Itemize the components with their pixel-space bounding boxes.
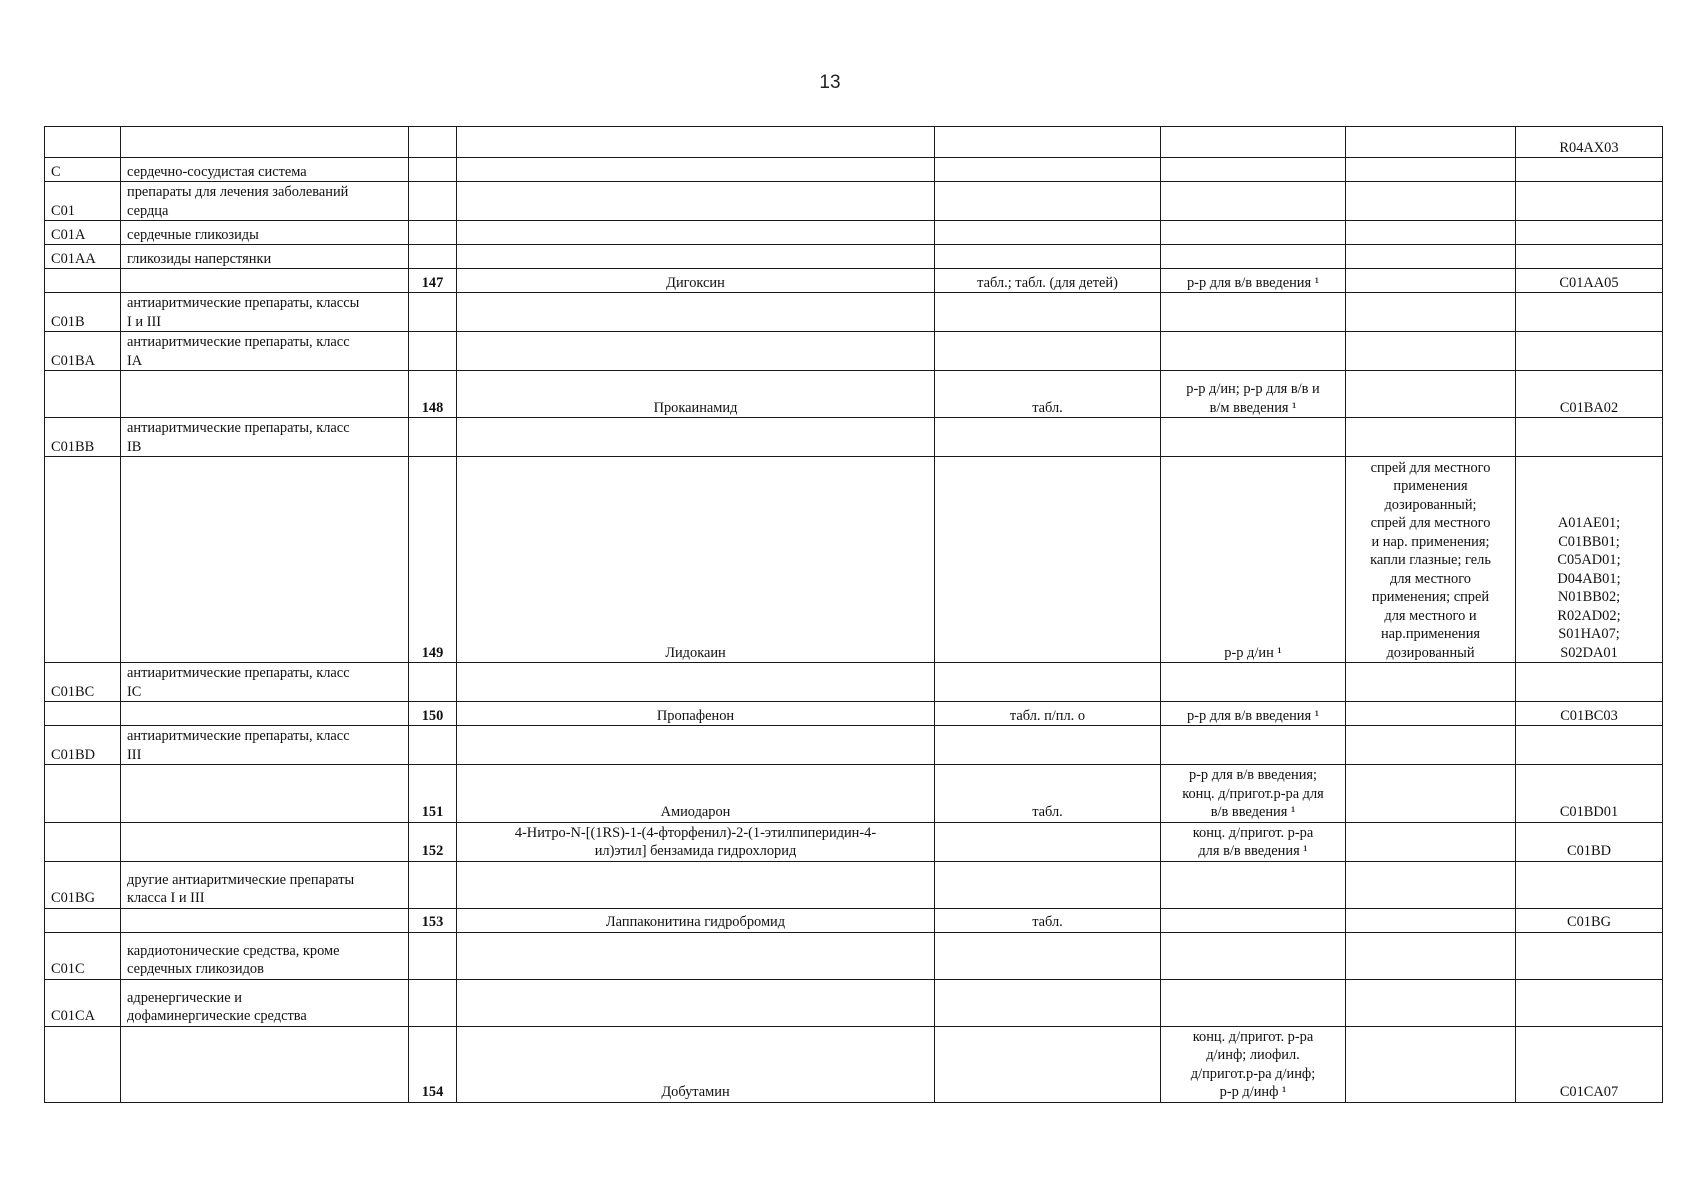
drug-name: Прокаинамид <box>457 371 935 418</box>
drug-number <box>409 293 457 332</box>
drug-number: 147 <box>409 269 457 293</box>
atc-code: C01BD <box>1516 822 1663 861</box>
drug-number <box>409 418 457 457</box>
atc-group-code <box>45 822 121 861</box>
oral-forms <box>935 293 1161 332</box>
other-forms <box>1346 702 1516 726</box>
drug-name: Лаппаконитина гидробромид <box>457 908 935 932</box>
atc-group-code <box>45 127 121 158</box>
atc-group-code <box>45 371 121 418</box>
oral-forms <box>935 158 1161 182</box>
drug-name <box>457 418 935 457</box>
atc-group-description <box>121 371 409 418</box>
injection-forms <box>1161 332 1346 371</box>
atc-code: C01BG <box>1516 908 1663 932</box>
drug-number <box>409 726 457 765</box>
table-row <box>45 457 1663 663</box>
other-forms <box>1346 269 1516 293</box>
atc-group-code <box>45 702 121 726</box>
atc-group-description: гликозиды наперстянки <box>121 245 409 269</box>
atc-code <box>1516 221 1663 245</box>
oral-forms <box>935 822 1161 861</box>
oral-forms <box>935 221 1161 245</box>
atc-code: C01CA07 <box>1516 1026 1663 1102</box>
injection-forms: р-р д/ин ¹ <box>1161 457 1346 663</box>
injection-forms <box>1161 221 1346 245</box>
other-forms <box>1346 932 1516 979</box>
oral-forms: табл. <box>935 908 1161 932</box>
other-forms <box>1346 663 1516 702</box>
table-row <box>45 702 1663 726</box>
atc-group-code: C01BG <box>45 861 121 908</box>
drug-name <box>457 861 935 908</box>
other-forms <box>1346 1026 1516 1102</box>
atc-code <box>1516 332 1663 371</box>
drug-number <box>409 127 457 158</box>
atc-group-code: C01BB <box>45 418 121 457</box>
table-row <box>45 293 1663 332</box>
drug-number: 153 <box>409 908 457 932</box>
atc-group-code <box>45 765 121 823</box>
drug-name <box>457 182 935 221</box>
table-row <box>45 861 1663 908</box>
atc-code <box>1516 932 1663 979</box>
oral-forms: табл.; табл. (для детей) <box>935 269 1161 293</box>
injection-forms <box>1161 663 1346 702</box>
drug-number <box>409 861 457 908</box>
oral-forms: табл. п/пл. о <box>935 702 1161 726</box>
oral-forms <box>935 663 1161 702</box>
atc-group-code: C01 <box>45 182 121 221</box>
medicines-table <box>44 126 1663 1103</box>
atc-group-description <box>121 822 409 861</box>
atc-group-description: препараты для лечения заболеваний сердца <box>121 182 409 221</box>
atc-code <box>1516 726 1663 765</box>
table-row <box>45 182 1663 221</box>
oral-forms: табл. <box>935 765 1161 823</box>
drug-number <box>409 221 457 245</box>
other-forms <box>1346 908 1516 932</box>
atc-group-description: сердечные гликозиды <box>121 221 409 245</box>
drug-number <box>409 979 457 1026</box>
atc-group-description <box>121 765 409 823</box>
injection-forms <box>1161 861 1346 908</box>
atc-code: A01AE01; C01BB01; C05AD01; D04AB01; N01BB02; R02AD02; S01HA07; S02DA01 <box>1516 457 1663 663</box>
drug-name <box>457 293 935 332</box>
table-row <box>45 663 1663 702</box>
drug-number: 152 <box>409 822 457 861</box>
table-row <box>45 979 1663 1026</box>
table-row <box>45 221 1663 245</box>
atc-group-description <box>121 702 409 726</box>
atc-code: C01BC03 <box>1516 702 1663 726</box>
atc-group-description <box>121 269 409 293</box>
atc-group-description <box>121 127 409 158</box>
other-forms: спрей для местного применения дозированный; спрей для местного и нар. применения; капли глазные; гель для местного применения; спрей для местного и нар.применения дозированный <box>1346 457 1516 663</box>
atc-group-code: C01C <box>45 932 121 979</box>
atc-group-description <box>121 1026 409 1102</box>
oral-forms <box>935 245 1161 269</box>
drug-name <box>457 932 935 979</box>
injection-forms <box>1161 726 1346 765</box>
drug-number: 150 <box>409 702 457 726</box>
oral-forms <box>935 182 1161 221</box>
atc-group-code: C01B <box>45 293 121 332</box>
atc-group-description: сердечно-сосудистая система <box>121 158 409 182</box>
injection-forms <box>1161 908 1346 932</box>
drug-number: 151 <box>409 765 457 823</box>
table-row <box>45 765 1663 823</box>
atc-group-code <box>45 457 121 663</box>
atc-group-description: кардиотонические средства, кроме сердечных гликозидов <box>121 932 409 979</box>
injection-forms <box>1161 158 1346 182</box>
atc-group-code <box>45 908 121 932</box>
drug-name: Лидокаин <box>457 457 935 663</box>
atc-code <box>1516 663 1663 702</box>
injection-forms <box>1161 245 1346 269</box>
injection-forms <box>1161 293 1346 332</box>
injection-forms <box>1161 182 1346 221</box>
drug-number: 149 <box>409 457 457 663</box>
drug-number <box>409 332 457 371</box>
table-row <box>45 726 1663 765</box>
other-forms <box>1346 765 1516 823</box>
atc-group-code: C01BC <box>45 663 121 702</box>
drug-number <box>409 245 457 269</box>
drug-number <box>409 932 457 979</box>
atc-group-description: антиаритмические препараты, класс III <box>121 726 409 765</box>
other-forms <box>1346 182 1516 221</box>
atc-group-code <box>45 269 121 293</box>
atc-group-code: C01BD <box>45 726 121 765</box>
injection-forms: р-р д/ин; р-р для в/в и в/м введения ¹ <box>1161 371 1346 418</box>
other-forms <box>1346 861 1516 908</box>
other-forms <box>1346 221 1516 245</box>
drug-number <box>409 663 457 702</box>
atc-group-code: C01CA <box>45 979 121 1026</box>
injection-forms <box>1161 418 1346 457</box>
atc-group-description: антиаритмические препараты, класс IB <box>121 418 409 457</box>
oral-forms <box>935 1026 1161 1102</box>
oral-forms <box>935 932 1161 979</box>
table-row <box>45 418 1663 457</box>
drug-name: Добутамин <box>457 1026 935 1102</box>
drug-name: Дигоксин <box>457 269 935 293</box>
drug-name <box>457 332 935 371</box>
atc-code <box>1516 293 1663 332</box>
injection-forms <box>1161 979 1346 1026</box>
oral-forms <box>935 127 1161 158</box>
atc-group-code: C01BA <box>45 332 121 371</box>
atc-code: C01AA05 <box>1516 269 1663 293</box>
atc-code: C01BD01 <box>1516 765 1663 823</box>
atc-code <box>1516 245 1663 269</box>
table-row <box>45 908 1663 932</box>
table-row <box>45 822 1663 861</box>
injection-forms: конц. д/пригот. р-ра для в/в введения ¹ <box>1161 822 1346 861</box>
drug-name: 4-Нитро-N-[(1RS)-1-(4-фторфенил)-2-(1-этилпиперидин-4- ил)этил] бензамида гидрохлорид <box>457 822 935 861</box>
atc-code <box>1516 861 1663 908</box>
drug-name <box>457 221 935 245</box>
other-forms <box>1346 293 1516 332</box>
atc-group-code <box>45 1026 121 1102</box>
injection-forms <box>1161 127 1346 158</box>
table-row <box>45 245 1663 269</box>
oral-forms <box>935 332 1161 371</box>
drug-name: Амиодарон <box>457 765 935 823</box>
drug-name <box>457 245 935 269</box>
other-forms <box>1346 158 1516 182</box>
drug-number: 148 <box>409 371 457 418</box>
injection-forms <box>1161 932 1346 979</box>
drug-name <box>457 127 935 158</box>
atc-group-description: антиаритмические препараты, класс IC <box>121 663 409 702</box>
other-forms <box>1346 332 1516 371</box>
oral-forms <box>935 726 1161 765</box>
table-row <box>45 269 1663 293</box>
drug-number: 154 <box>409 1026 457 1102</box>
atc-group-code: C01A <box>45 221 121 245</box>
table-row <box>45 332 1663 371</box>
atc-code <box>1516 979 1663 1026</box>
injection-forms: р-р для в/в введения; конц. д/пригот.р-ра для в/в введения ¹ <box>1161 765 1346 823</box>
drug-name <box>457 979 935 1026</box>
table-row <box>45 127 1663 158</box>
other-forms <box>1346 726 1516 765</box>
drug-name <box>457 663 935 702</box>
injection-forms: р-р для в/в введения ¹ <box>1161 702 1346 726</box>
atc-group-description <box>121 457 409 663</box>
drug-name <box>457 158 935 182</box>
table-row <box>45 1026 1663 1102</box>
atc-group-description: антиаритмические препараты, классы I и III <box>121 293 409 332</box>
atc-group-code: C <box>45 158 121 182</box>
atc-code <box>1516 158 1663 182</box>
oral-forms: табл. <box>935 371 1161 418</box>
atc-code: C01BA02 <box>1516 371 1663 418</box>
table-row <box>45 932 1663 979</box>
table-row <box>45 371 1663 418</box>
table-row <box>45 158 1663 182</box>
other-forms <box>1346 245 1516 269</box>
atc-group-description: адренергические и дофаминергические средства <box>121 979 409 1026</box>
injection-forms: р-р для в/в введения ¹ <box>1161 269 1346 293</box>
atc-code <box>1516 418 1663 457</box>
page-number: 13 <box>819 72 841 93</box>
other-forms <box>1346 127 1516 158</box>
oral-forms <box>935 979 1161 1026</box>
other-forms <box>1346 822 1516 861</box>
other-forms <box>1346 418 1516 457</box>
atc-group-description: антиаритмические препараты, класс IA <box>121 332 409 371</box>
oral-forms <box>935 457 1161 663</box>
drug-name <box>457 726 935 765</box>
oral-forms <box>935 418 1161 457</box>
atc-group-description: другие антиаритмические препараты класса I и III <box>121 861 409 908</box>
injection-forms: конц. д/пригот. р-ра д/инф; лиофил. д/пригот.р-ра д/инф; р-р д/инф ¹ <box>1161 1026 1346 1102</box>
drug-number <box>409 182 457 221</box>
drug-number <box>409 158 457 182</box>
drug-name: Пропафенон <box>457 702 935 726</box>
atc-code <box>1516 182 1663 221</box>
other-forms <box>1346 979 1516 1026</box>
other-forms <box>1346 371 1516 418</box>
atc-code: R04AX03 <box>1516 127 1663 158</box>
oral-forms <box>935 861 1161 908</box>
atc-group-description <box>121 908 409 932</box>
atc-group-code: C01AA <box>45 245 121 269</box>
